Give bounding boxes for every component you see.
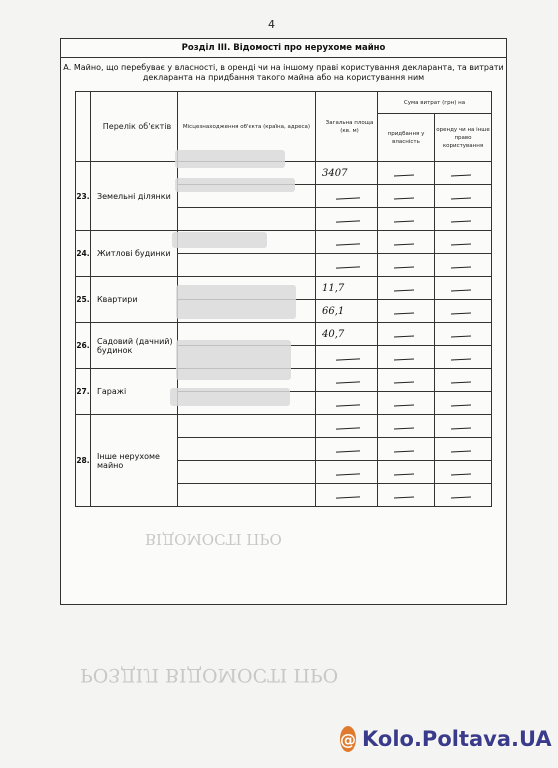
watermark-text: Kolo.Poltava.UA bbox=[362, 727, 552, 751]
dash-mark bbox=[336, 496, 360, 498]
area-cell bbox=[316, 461, 378, 484]
dash-mark bbox=[336, 220, 360, 222]
dash-mark bbox=[394, 496, 414, 498]
rent-cell bbox=[435, 346, 492, 369]
dash-mark bbox=[394, 473, 414, 475]
object-type: Житлові будинки bbox=[91, 231, 178, 277]
area-cell: 3407 bbox=[316, 162, 378, 185]
redaction-mask bbox=[176, 285, 296, 319]
rent-cell bbox=[435, 369, 492, 392]
dash-mark bbox=[451, 473, 471, 475]
area-cell bbox=[316, 208, 378, 231]
declaration-form bbox=[60, 38, 507, 605]
dash-mark bbox=[336, 473, 360, 475]
at-sign-icon: @ bbox=[340, 726, 356, 752]
redaction-mask bbox=[176, 340, 291, 380]
bleed-text: ВІДОМОСТІ ПРО bbox=[145, 530, 282, 548]
dash-mark bbox=[394, 220, 414, 222]
section-title: Розділ ІІІ. Відомості про нерухоме майно bbox=[61, 39, 506, 58]
rent-cell bbox=[435, 392, 492, 415]
dash-mark bbox=[336, 427, 360, 429]
rent-cell bbox=[435, 208, 492, 231]
dash-mark bbox=[451, 381, 471, 383]
dash-mark bbox=[394, 289, 414, 291]
area-cell bbox=[316, 438, 378, 461]
dash-mark bbox=[336, 197, 360, 199]
redaction-mask bbox=[175, 178, 295, 192]
dash-mark bbox=[336, 266, 360, 268]
row-number: 24. bbox=[76, 231, 91, 277]
purchase-cell bbox=[378, 346, 435, 369]
header-objects: Перелік об'єктів bbox=[91, 92, 178, 162]
rent-cell bbox=[435, 484, 492, 507]
dash-mark bbox=[336, 404, 360, 406]
area-cell: 66,1 bbox=[316, 300, 378, 323]
dash-mark bbox=[451, 335, 471, 337]
rent-cell bbox=[435, 277, 492, 300]
dash-mark bbox=[451, 312, 471, 314]
purchase-cell bbox=[378, 415, 435, 438]
object-type: Садовий (дачний) будинок bbox=[91, 323, 178, 369]
dash-mark bbox=[336, 358, 360, 360]
location-cell bbox=[178, 415, 316, 438]
area-cell bbox=[316, 392, 378, 415]
dash-mark bbox=[451, 427, 471, 429]
rent-cell bbox=[435, 185, 492, 208]
dash-mark bbox=[394, 243, 414, 245]
purchase-cell bbox=[378, 323, 435, 346]
rent-cell bbox=[435, 461, 492, 484]
object-type: Гаражі bbox=[91, 369, 178, 415]
dash-mark bbox=[451, 496, 471, 498]
header-rent: оренду чи на інше право користування bbox=[435, 114, 492, 162]
page-number: 4 bbox=[268, 18, 275, 31]
row-number: 28. bbox=[76, 415, 91, 507]
dash-mark bbox=[394, 381, 414, 383]
rent-cell bbox=[435, 323, 492, 346]
property-rows bbox=[76, 162, 492, 507]
area-cell bbox=[316, 415, 378, 438]
dash-mark bbox=[394, 197, 414, 199]
dash-mark bbox=[336, 243, 360, 245]
rent-cell bbox=[435, 231, 492, 254]
dash-mark bbox=[451, 404, 471, 406]
subtitle-letter: А bbox=[63, 63, 69, 72]
dash-mark bbox=[451, 266, 471, 268]
row-number: 25. bbox=[76, 277, 91, 323]
dash-mark bbox=[394, 266, 414, 268]
area-cell bbox=[316, 254, 378, 277]
table-row bbox=[76, 415, 492, 438]
area-cell: 11,7 bbox=[316, 277, 378, 300]
dash-mark bbox=[394, 335, 414, 337]
location-cell bbox=[178, 208, 316, 231]
area-cell bbox=[316, 346, 378, 369]
dash-mark bbox=[394, 174, 414, 176]
subtitle-text: . Майно, що перебуває у власності, в оренді чи на іншому праві користування декларанта, та витрати декларанта на придбання такого майна або на користування ним bbox=[68, 63, 504, 82]
header-expenses: Сума витрат (грн) на bbox=[378, 92, 492, 114]
row-number: 26. bbox=[76, 323, 91, 369]
location-cell bbox=[178, 254, 316, 277]
rent-cell bbox=[435, 415, 492, 438]
row-number: 23. bbox=[76, 162, 91, 231]
rent-cell bbox=[435, 300, 492, 323]
dash-mark bbox=[451, 174, 471, 176]
redaction-mask bbox=[172, 232, 267, 248]
rent-cell bbox=[435, 438, 492, 461]
dash-mark bbox=[336, 450, 360, 452]
object-type: Інше нерухоме майно bbox=[91, 415, 178, 507]
area-cell bbox=[316, 185, 378, 208]
area-cell bbox=[316, 231, 378, 254]
area-cell bbox=[316, 484, 378, 507]
purchase-cell bbox=[378, 254, 435, 277]
purchase-cell bbox=[378, 461, 435, 484]
purchase-cell bbox=[378, 300, 435, 323]
purchase-cell bbox=[378, 208, 435, 231]
dash-mark bbox=[451, 450, 471, 452]
section-subtitle bbox=[61, 57, 506, 87]
dash-mark bbox=[394, 358, 414, 360]
dash-mark bbox=[394, 404, 414, 406]
header-purchase: придбання у власність bbox=[378, 114, 435, 162]
purchase-cell bbox=[378, 392, 435, 415]
purchase-cell bbox=[378, 484, 435, 507]
area-cell bbox=[316, 369, 378, 392]
header-area: Загальна площа (кв. м) bbox=[316, 92, 378, 162]
purchase-cell bbox=[378, 277, 435, 300]
row-number: 27. bbox=[76, 369, 91, 415]
rent-cell bbox=[435, 254, 492, 277]
purchase-cell bbox=[378, 185, 435, 208]
purchase-cell bbox=[378, 369, 435, 392]
redaction-mask bbox=[170, 388, 290, 406]
object-type: Земельні ділянки bbox=[91, 162, 178, 231]
table-row bbox=[76, 231, 492, 254]
purchase-cell bbox=[378, 438, 435, 461]
header-location: Місцезнаходження об'єкта (країна, адреса) bbox=[178, 92, 316, 162]
rent-cell bbox=[435, 162, 492, 185]
dash-mark bbox=[451, 243, 471, 245]
header-num bbox=[76, 92, 91, 162]
redaction-mask bbox=[175, 150, 285, 168]
dash-mark bbox=[451, 197, 471, 199]
dash-mark bbox=[451, 358, 471, 360]
dash-mark bbox=[451, 289, 471, 291]
dash-mark bbox=[394, 427, 414, 429]
dash-mark bbox=[394, 450, 414, 452]
location-cell bbox=[178, 438, 316, 461]
purchase-cell bbox=[378, 231, 435, 254]
dash-mark bbox=[336, 381, 360, 383]
location-cell bbox=[178, 484, 316, 507]
site-watermark bbox=[340, 724, 550, 754]
dash-mark bbox=[451, 220, 471, 222]
dash-mark bbox=[394, 312, 414, 314]
area-cell: 40,7 bbox=[316, 323, 378, 346]
location-cell bbox=[178, 461, 316, 484]
purchase-cell bbox=[378, 162, 435, 185]
bleed-text: РОЗДІЛ ВІДОМОСТІ ПРО bbox=[80, 664, 339, 686]
object-type: Квартири bbox=[91, 277, 178, 323]
